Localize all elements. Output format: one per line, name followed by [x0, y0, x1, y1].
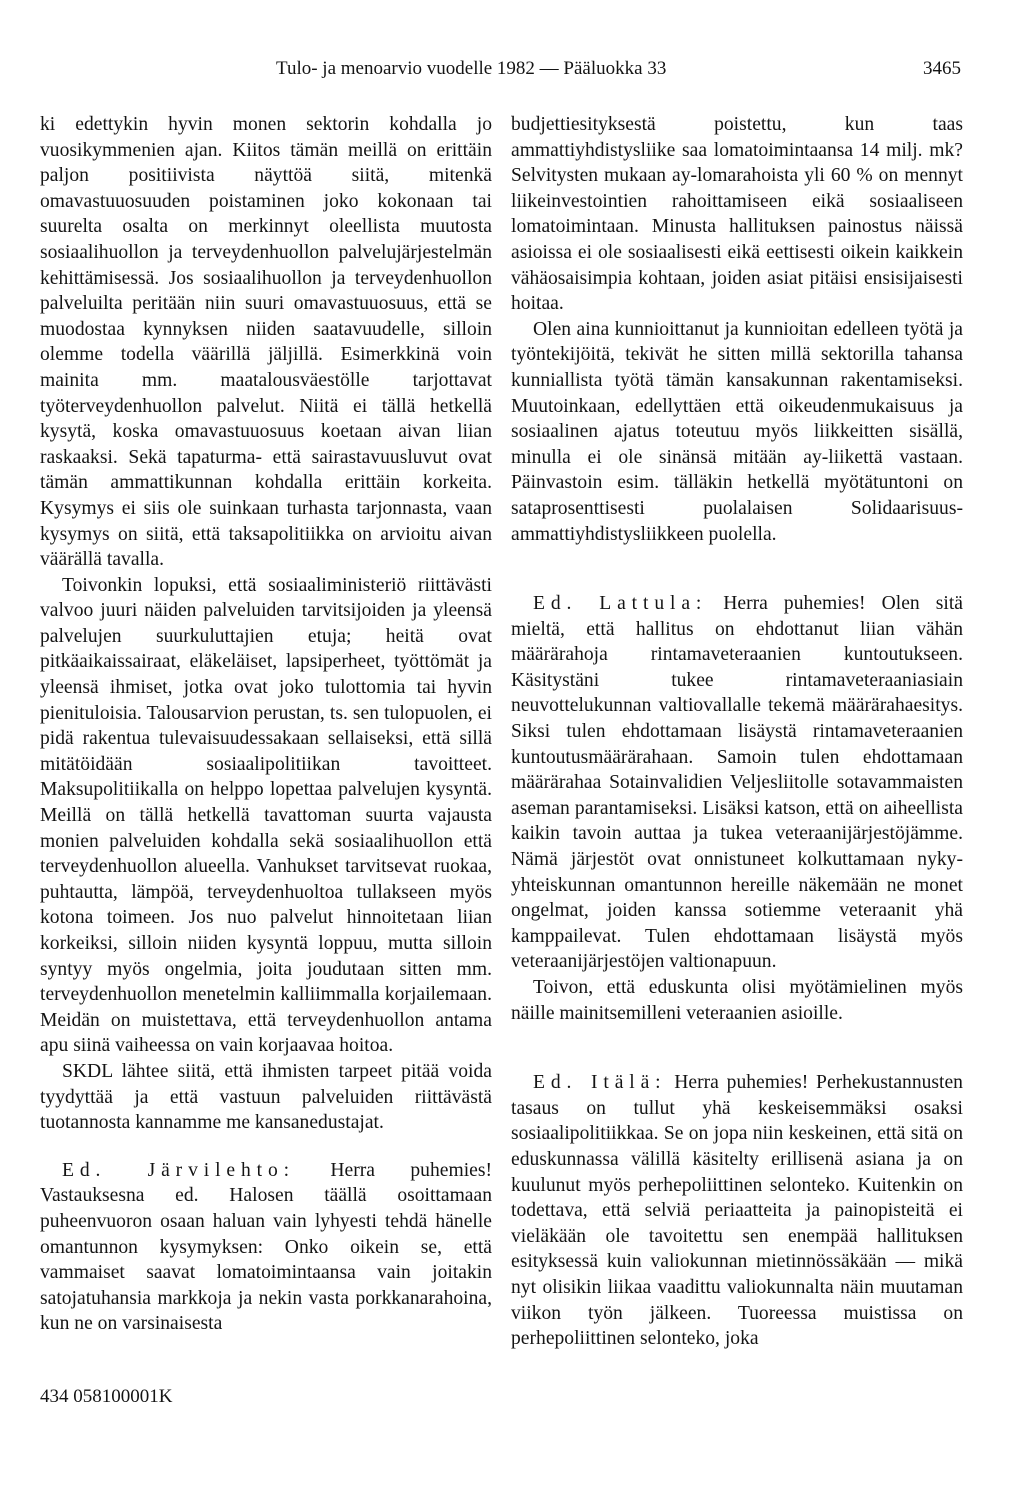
- running-title: Tulo- ja menoarvio vuodelle 1982 — Pääluokka 33: [276, 58, 667, 79]
- paragraph: SKDL lähtee siitä, että ihmisten tarpeet pitää voida tyydyttää ja että vastuun palveluiden riittävästä tuotannosta kannamme me kansanedustajat.: [40, 1060, 492, 1134]
- paragraph: budjettiesityksestä poistettu, kun taas ammattiyhdistysliike saa lomatoimintaansa 14 milj. mk? Selvitysten mukaan ay-lomarahoista yli 60 % on mennyt liikeinvestointien rahoittamiseen eikä sosiaaliseen lomatoimintaan. Minusta hallituksen painostus näissä asioissa ei ole sosiaalisesti eikä eettisesti oikein kaikkein vähäosaisimpia kohtaan, joiden asiat pitäisi ensisijaisesti hoitaa.: [511, 114, 963, 315]
- right-column: [511, 112, 963, 1352]
- speaker-name: Ed. Itälä:: [533, 1072, 667, 1094]
- paragraph: Toivonkin lopuksi, että sosiaaliministeriö riittävästi valvoo juuri näiden palveluiden tarvitsijoiden ja yleensä palvelujen suurkuluttajien etuja; heitä ovat pitkäaikaissairaat, eläkeläiset, lapsiperheet, työttömät ja yleensä ihmiset, jotka ovat joko tulottomia tai hyvin pienituloisia. Talousarvion perustan, ts. sen tulopuolen, ei pidä rakentua tulevaisuudessakaan sellaiseksi, että sillä mitätöidään sosiaalipolitiikan tavoitteet. Maksupolitiikalla on helppo lopettaa palvelujen kysyntä. Meillä on tällä hetkellä tavattoman suurta vajausta monien palveluiden kohdalla sekä sosiaalihuollon että terveydenhuollon alueella. Vanhukset tarvitsevat ruokaa, puhtautta, lämpöä, terveydenhuoltoa tullakseen myös kotona toimeen. Jos nuo palvelut hinnoitetaan liian korkeiksi, silloin niiden kysyntä loppuu, mutta silloin syntyy myös ongelmia, joita joudutaan sitten mm. terveydenhuollon menetelmin kalliimmalla korjailemaan. Meidän on muistettava, että terveydenhuollon antama apu siinä vaiheessa on vain korjaavaa hoitoa.: [40, 574, 492, 1057]
- paragraph: Olen aina kunnioittanut ja kunnioitan edelleen työtä ja työntekijöitä, tekivät he sitten millä sektorilla tahansa kunniallista työtä tämän kansakunnan rakentamiseksi. Muutoinkaan, edellyttäen että oikeudenmukaisuus ja sosiaalinen ajatus toteutuu myös liikkeitten sisällä, minulla ei ole sinänsä mitään ay-liikettä vastaan. Päinvastoin esim. tälläkin hetkellä myötätuntoni on sataprosenttisesti puolalaisen Solidaarisuus-ammattiyhdistysliikkeen puolella.: [511, 318, 963, 545]
- speaker-name: Ed. Järvilehto:: [62, 1159, 295, 1181]
- footer-code: 434 058100001K: [40, 1386, 173, 1407]
- speech-text: Herra puhemies! Perhekustannusten tasaus on tullut yhä keskeisemmäksi osaksi sosiaalipolitiikkaa. Se on jopa niin keskeinen, että sitä on eduskunnassa välillä käsitelty erillisenä asiana ja on kuulunut myös perhepoliittinen selonteko. Kuitenkin on todettava, että selviä periaatteita ja painopisteitä ei vieläkään ole tavoitettu sen enempää hallituksen esityksessä kuin valiokunnan mietinnössäkään — mikä nyt olisikin liikaa vaadittu valiokunnalta näin muutaman viikon työn jälkeen. Tuoreessa muistissa on perhepoliittinen selonteko, joka: [511, 1072, 963, 1350]
- page-header: [0, 58, 1024, 88]
- speech-paragraph: [511, 591, 963, 975]
- speaker-name: Ed. Lattula:: [533, 593, 708, 615]
- speech-paragraph: [511, 1070, 963, 1352]
- page-number: 3465: [923, 58, 961, 79]
- left-column: [40, 112, 492, 1337]
- paragraph: Toivon, että eduskunta olisi myötämielinen myös näille mainitsemilleni veteraanien asioille.: [511, 977, 963, 1024]
- paragraph: ki edettykin hyvin monen sektorin kohdalla jo vuosikymmenien ajan. Kiitos tämän meillä on erittäin paljon positiivista näyttöä siitä, mitenkä omavastuuosuuden poistaminen joko kokonaan tai suurelta osalta on merkinnyt oleellista muutosta sosiaalihuollon ja terveydenhuollon palvelujärjestelmän kehittämisessä. Jos sosiaalihuollon ja terveydenhuollon palveluilta peritään niin suuri omavastuuosuus, että se muodostaa kynnyksen niiden saatavuudelle, silloin olemme todella väärillä jäljillä. Esimerkkinä voin mainita mm. maatalousväestölle tarjottavat työterveydenhuollon palvelut. Niitä ei tällä hetkellä kysytä, koska omavastuuosuus koetaan aivan liian raskaaksi. Sekä tapaturma- että sairastavuusluvut ovat tämän ammattikunnan kohdalla erittäin korkeita. Kysymys ei siis ole suinkaan turhasta tarjonnasta, vaan kysymys on siitä, että taksapolitiikka on arvioitu aivan väärällä tavalla.: [40, 114, 492, 571]
- speech-text: Herra puhemies! Vastauksesna ed. Halosen täällä osoittamaan puheenvuoron osaan haluan vain lyhyesti tehdä hänelle omantunnon kysymyksen: Onko oikein se, että vammaiset saavat lomatoimintaansa vain joitakin satojatuhansia markkoja ja nekin vasta porkkanarahoina, kun ne on varsinaisesta: [40, 1159, 492, 1335]
- speech-paragraph: [40, 1158, 492, 1337]
- speech-text: Herra puhemies! Olen sitä mieltä, että hallitus on ehdottanut liian vähän määrärahoja rintamaveteraanien kuntoutukseen. Käsitystäni tukee rintamaveteraaniasiain neuvottelukunnan valtiovallalle tekemä määrärahaesitys. Siksi tulen ehdottamaan lisäystä rintamaveteraanien kuntoutusmäärärahaan. Samoin tulen ehdottamaan määrärahaa Sotainvalidien Veljesliitolle sotavammaisten aseman parantamiseksi. Lisäksi katson, että on aiheellista kaikin tavoin auttaa ja tukea veteraanijärjestöjämme. Nämä järjestöt ovat onnistuneet kolkuttamaan nyky-yhteiskunnan omantunnon hereille näkemään ne monet ongelmat, joiden kanssa sotiemme veteraanit yhä kamppailevat. Tulen ehdottamaan lisäystä myös veteraanijärjestöjen valtionapuun.: [511, 593, 963, 973]
